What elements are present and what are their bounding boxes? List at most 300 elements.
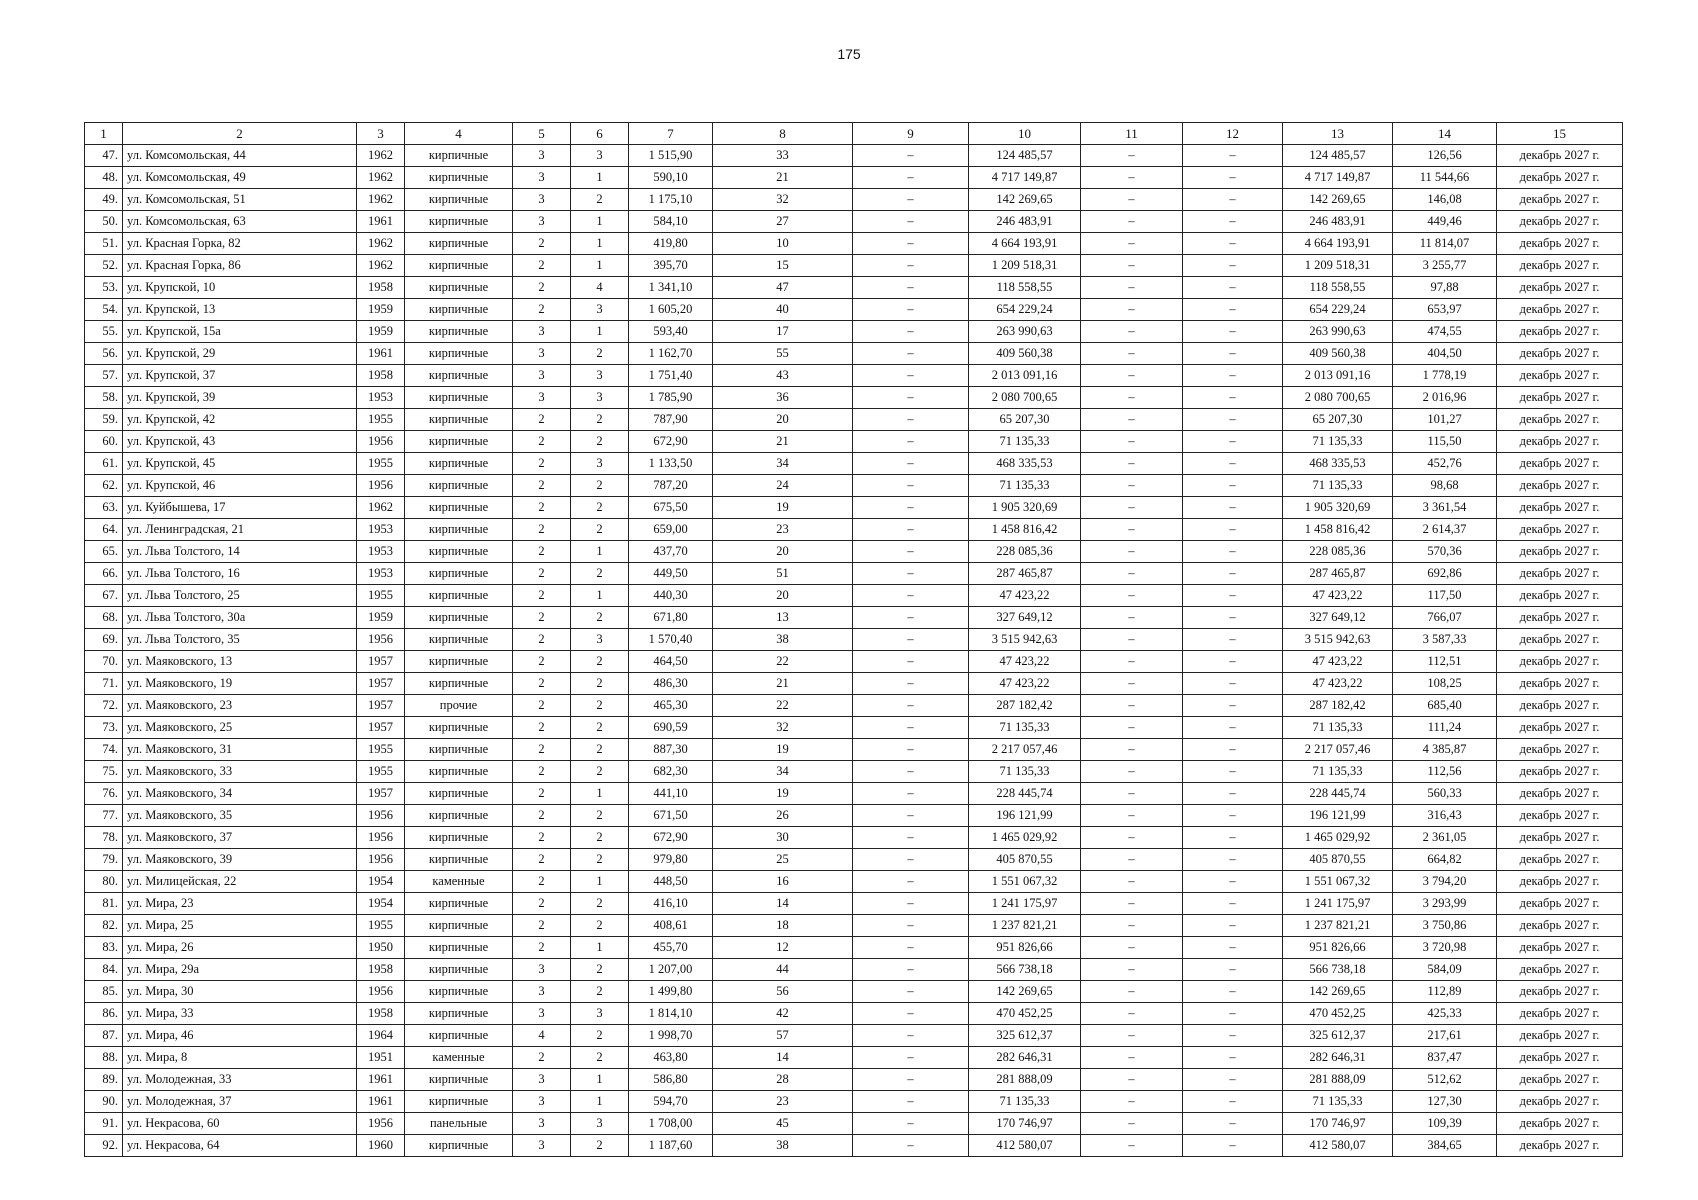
year-built-cell: 1950 [357, 937, 405, 959]
col-12-cell: – [1183, 651, 1283, 673]
col-12-cell: – [1183, 585, 1283, 607]
floors-cell: 3 [513, 1135, 571, 1157]
row-number-cell: 54. [85, 299, 123, 321]
year-built-cell: 1951 [357, 1047, 405, 1069]
floors-cell: 3 [513, 959, 571, 981]
total-area-cell: 448,50 [629, 871, 713, 893]
total-area-cell: 395,70 [629, 255, 713, 277]
year-built-cell: 1957 [357, 695, 405, 717]
col-9-cell: – [853, 937, 969, 959]
col-13-cell: 196 121,99 [1283, 805, 1393, 827]
row-number-cell: 68. [85, 607, 123, 629]
address-cell: ул. Крупской, 15а [123, 321, 357, 343]
wall-material-cell: кирпичные [405, 299, 513, 321]
col-14-cell: 127,30 [1393, 1091, 1497, 1113]
col-11-cell: – [1081, 409, 1183, 431]
col-12-cell: – [1183, 849, 1283, 871]
row-number-cell: 69. [85, 629, 123, 651]
col-14-cell: 2 614,37 [1393, 519, 1497, 541]
wall-material-cell: кирпичные [405, 761, 513, 783]
year-built-cell: 1958 [357, 959, 405, 981]
wall-material-cell: кирпичные [405, 343, 513, 365]
entrances-cell: 2 [571, 805, 629, 827]
row-number-cell: 55. [85, 321, 123, 343]
floors-cell: 2 [513, 849, 571, 871]
residents-cell: 13 [713, 607, 853, 629]
address-cell: ул. Льва Толстого, 16 [123, 563, 357, 585]
total-area-cell: 1 785,90 [629, 387, 713, 409]
col-13-cell: 409 560,38 [1283, 343, 1393, 365]
deadline-cell: декабрь 2027 г. [1497, 585, 1623, 607]
col-13-cell: 566 738,18 [1283, 959, 1393, 981]
col-9-cell: – [853, 1003, 969, 1025]
deadline-cell: декабрь 2027 г. [1497, 805, 1623, 827]
col-14-cell: 112,89 [1393, 981, 1497, 1003]
col-14-cell: 11 814,07 [1393, 233, 1497, 255]
residents-cell: 17 [713, 321, 853, 343]
deadline-cell: декабрь 2027 г. [1497, 145, 1623, 167]
housing-table [84, 122, 1623, 1157]
col-12-cell: – [1183, 233, 1283, 255]
col-14-cell: 837,47 [1393, 1047, 1497, 1069]
total-area-cell: 455,70 [629, 937, 713, 959]
col-14-cell: 3 750,86 [1393, 915, 1497, 937]
address-cell: ул. Маяковского, 23 [123, 695, 357, 717]
col-13-cell: 1 209 518,31 [1283, 255, 1393, 277]
table-row [85, 783, 1623, 805]
total-area-cell: 593,40 [629, 321, 713, 343]
entrances-cell: 1 [571, 585, 629, 607]
col-13-cell: 2 013 091,16 [1283, 365, 1393, 387]
residents-cell: 27 [713, 211, 853, 233]
col-9-cell: – [853, 717, 969, 739]
col-11-cell: – [1081, 827, 1183, 849]
table-row [85, 717, 1623, 739]
wall-material-cell: кирпичные [405, 519, 513, 541]
col-14-cell: 126,56 [1393, 145, 1497, 167]
col-12-cell: – [1183, 431, 1283, 453]
col-10-cell: 47 423,22 [969, 585, 1081, 607]
col-11-cell: – [1081, 321, 1183, 343]
col-10-cell: 65 207,30 [969, 409, 1081, 431]
col-9-cell: – [853, 167, 969, 189]
address-cell: ул. Маяковского, 13 [123, 651, 357, 673]
year-built-cell: 1956 [357, 981, 405, 1003]
residents-cell: 42 [713, 1003, 853, 1025]
col-11-cell: – [1081, 189, 1183, 211]
floors-cell: 2 [513, 409, 571, 431]
residents-cell: 14 [713, 893, 853, 915]
column-header-11: 11 [1081, 123, 1183, 145]
wall-material-cell: кирпичные [405, 585, 513, 607]
residents-cell: 34 [713, 453, 853, 475]
col-13-cell: 4 664 193,91 [1283, 233, 1393, 255]
residents-cell: 18 [713, 915, 853, 937]
entrances-cell: 3 [571, 299, 629, 321]
column-header-15: 15 [1497, 123, 1623, 145]
col-10-cell: 951 826,66 [969, 937, 1081, 959]
col-9-cell: – [853, 453, 969, 475]
floors-cell: 2 [513, 915, 571, 937]
wall-material-cell: кирпичные [405, 541, 513, 563]
entrances-cell: 3 [571, 387, 629, 409]
year-built-cell: 1961 [357, 211, 405, 233]
table-row [85, 1025, 1623, 1047]
entrances-cell: 2 [571, 343, 629, 365]
year-built-cell: 1955 [357, 915, 405, 937]
entrances-cell: 2 [571, 607, 629, 629]
col-13-cell: 1 465 029,92 [1283, 827, 1393, 849]
total-area-cell: 408,61 [629, 915, 713, 937]
total-area-cell: 690,59 [629, 717, 713, 739]
wall-material-cell: кирпичные [405, 145, 513, 167]
col-12-cell: – [1183, 805, 1283, 827]
row-number-cell: 83. [85, 937, 123, 959]
row-number-cell: 72. [85, 695, 123, 717]
col-14-cell: 11 544,66 [1393, 167, 1497, 189]
entrances-cell: 2 [571, 717, 629, 739]
wall-material-cell: кирпичные [405, 915, 513, 937]
wall-material-cell: кирпичные [405, 717, 513, 739]
deadline-cell: декабрь 2027 г. [1497, 651, 1623, 673]
col-11-cell: – [1081, 299, 1183, 321]
wall-material-cell: кирпичные [405, 321, 513, 343]
total-area-cell: 979,80 [629, 849, 713, 871]
row-number-cell: 66. [85, 563, 123, 585]
col-11-cell: – [1081, 453, 1183, 475]
col-9-cell: – [853, 277, 969, 299]
col-13-cell: 1 905 320,69 [1283, 497, 1393, 519]
year-built-cell: 1956 [357, 475, 405, 497]
table-row [85, 299, 1623, 321]
col-12-cell: – [1183, 299, 1283, 321]
col-9-cell: – [853, 761, 969, 783]
floors-cell: 2 [513, 739, 571, 761]
floors-cell: 3 [513, 981, 571, 1003]
col-10-cell: 409 560,38 [969, 343, 1081, 365]
row-number-cell: 65. [85, 541, 123, 563]
col-14-cell: 3 255,77 [1393, 255, 1497, 277]
total-area-cell: 1 162,70 [629, 343, 713, 365]
address-cell: ул. Льва Толстого, 14 [123, 541, 357, 563]
address-cell: ул. Молодежная, 33 [123, 1069, 357, 1091]
col-14-cell: 111,24 [1393, 717, 1497, 739]
col-13-cell: 2 217 057,46 [1283, 739, 1393, 761]
deadline-cell: декабрь 2027 г. [1497, 959, 1623, 981]
entrances-cell: 2 [571, 189, 629, 211]
col-12-cell: – [1183, 739, 1283, 761]
deadline-cell: декабрь 2027 г. [1497, 189, 1623, 211]
col-11-cell: – [1081, 497, 1183, 519]
col-9-cell: – [853, 255, 969, 277]
entrances-cell: 1 [571, 211, 629, 233]
col-12-cell: – [1183, 519, 1283, 541]
residents-cell: 44 [713, 959, 853, 981]
row-number-cell: 78. [85, 827, 123, 849]
total-area-cell: 672,90 [629, 431, 713, 453]
entrances-cell: 2 [571, 959, 629, 981]
year-built-cell: 1962 [357, 497, 405, 519]
table-row [85, 277, 1623, 299]
address-cell: ул. Мира, 29а [123, 959, 357, 981]
floors-cell: 2 [513, 805, 571, 827]
deadline-cell: декабрь 2027 г. [1497, 981, 1623, 1003]
deadline-cell: декабрь 2027 г. [1497, 629, 1623, 651]
entrances-cell: 1 [571, 321, 629, 343]
row-number-cell: 70. [85, 651, 123, 673]
floors-cell: 3 [513, 1113, 571, 1135]
col-11-cell: – [1081, 255, 1183, 277]
table-row [85, 365, 1623, 387]
entrances-cell: 1 [571, 541, 629, 563]
deadline-cell: декабрь 2027 г. [1497, 299, 1623, 321]
row-number-cell: 52. [85, 255, 123, 277]
col-13-cell: 71 135,33 [1283, 761, 1393, 783]
deadline-cell: декабрь 2027 г. [1497, 849, 1623, 871]
entrances-cell: 4 [571, 277, 629, 299]
col-11-cell: – [1081, 1003, 1183, 1025]
entrances-cell: 3 [571, 629, 629, 651]
floors-cell: 2 [513, 255, 571, 277]
col-14-cell: 115,50 [1393, 431, 1497, 453]
wall-material-cell: кирпичные [405, 607, 513, 629]
address-cell: ул. Льва Толстого, 30а [123, 607, 357, 629]
year-built-cell: 1955 [357, 453, 405, 475]
address-cell: ул. Молодежная, 37 [123, 1091, 357, 1113]
col-14-cell: 685,40 [1393, 695, 1497, 717]
deadline-cell: декабрь 2027 г. [1497, 1091, 1623, 1113]
address-cell: ул. Некрасова, 60 [123, 1113, 357, 1135]
total-area-cell: 1 207,00 [629, 959, 713, 981]
entrances-cell: 3 [571, 453, 629, 475]
col-10-cell: 71 135,33 [969, 717, 1081, 739]
table-row [85, 409, 1623, 431]
year-built-cell: 1953 [357, 387, 405, 409]
entrances-cell: 2 [571, 409, 629, 431]
address-cell: ул. Мира, 25 [123, 915, 357, 937]
page-number: 175 [837, 46, 861, 62]
col-11-cell: – [1081, 959, 1183, 981]
residents-cell: 33 [713, 145, 853, 167]
row-number-cell: 58. [85, 387, 123, 409]
floors-cell: 2 [513, 893, 571, 915]
row-number-cell: 80. [85, 871, 123, 893]
col-11-cell: – [1081, 849, 1183, 871]
column-header-2: 2 [123, 123, 357, 145]
table-row [85, 629, 1623, 651]
total-area-cell: 787,90 [629, 409, 713, 431]
floors-cell: 2 [513, 607, 571, 629]
col-11-cell: – [1081, 981, 1183, 1003]
wall-material-cell: кирпичные [405, 365, 513, 387]
table-row [85, 255, 1623, 277]
col-12-cell: – [1183, 1135, 1283, 1157]
col-12-cell: – [1183, 673, 1283, 695]
deadline-cell: декабрь 2027 г. [1497, 717, 1623, 739]
col-14-cell: 108,25 [1393, 673, 1497, 695]
col-11-cell: – [1081, 695, 1183, 717]
floors-cell: 2 [513, 453, 571, 475]
row-number-cell: 81. [85, 893, 123, 915]
deadline-cell: декабрь 2027 г. [1497, 1135, 1623, 1157]
total-area-cell: 1 708,00 [629, 1113, 713, 1135]
deadline-cell: декабрь 2027 г. [1497, 541, 1623, 563]
residents-cell: 21 [713, 431, 853, 453]
col-14-cell: 584,09 [1393, 959, 1497, 981]
total-area-cell: 1 133,50 [629, 453, 713, 475]
col-11-cell: – [1081, 629, 1183, 651]
wall-material-cell: кирпичные [405, 277, 513, 299]
col-10-cell: 47 423,22 [969, 673, 1081, 695]
row-number-cell: 61. [85, 453, 123, 475]
column-header-4: 4 [405, 123, 513, 145]
col-12-cell: – [1183, 1113, 1283, 1135]
col-10-cell: 228 445,74 [969, 783, 1081, 805]
col-12-cell: – [1183, 365, 1283, 387]
total-area-cell: 419,80 [629, 233, 713, 255]
residents-cell: 22 [713, 651, 853, 673]
col-10-cell: 228 085,36 [969, 541, 1081, 563]
year-built-cell: 1961 [357, 1091, 405, 1113]
wall-material-cell: каменные [405, 1047, 513, 1069]
col-10-cell: 654 229,24 [969, 299, 1081, 321]
residents-cell: 25 [713, 849, 853, 871]
floors-cell: 2 [513, 541, 571, 563]
address-cell: ул. Крупской, 39 [123, 387, 357, 409]
table-row [85, 453, 1623, 475]
year-built-cell: 1955 [357, 739, 405, 761]
year-built-cell: 1956 [357, 629, 405, 651]
table-row [85, 937, 1623, 959]
wall-material-cell: кирпичные [405, 409, 513, 431]
col-14-cell: 101,27 [1393, 409, 1497, 431]
col-10-cell: 263 990,63 [969, 321, 1081, 343]
deadline-cell: декабрь 2027 г. [1497, 1069, 1623, 1091]
address-cell: ул. Крупской, 42 [123, 409, 357, 431]
col-11-cell: – [1081, 145, 1183, 167]
col-10-cell: 412 580,07 [969, 1135, 1081, 1157]
entrances-cell: 3 [571, 365, 629, 387]
residents-cell: 23 [713, 1091, 853, 1113]
deadline-cell: декабрь 2027 г. [1497, 871, 1623, 893]
deadline-cell: декабрь 2027 г. [1497, 365, 1623, 387]
col-10-cell: 1 237 821,21 [969, 915, 1081, 937]
deadline-cell: декабрь 2027 г. [1497, 409, 1623, 431]
address-cell: ул. Маяковского, 39 [123, 849, 357, 871]
year-built-cell: 1962 [357, 167, 405, 189]
year-built-cell: 1962 [357, 233, 405, 255]
total-area-cell: 463,80 [629, 1047, 713, 1069]
deadline-cell: декабрь 2027 г. [1497, 453, 1623, 475]
deadline-cell: декабрь 2027 г. [1497, 607, 1623, 629]
col-10-cell: 118 558,55 [969, 277, 1081, 299]
wall-material-cell: кирпичные [405, 629, 513, 651]
col-12-cell: – [1183, 783, 1283, 805]
col-9-cell: – [853, 607, 969, 629]
col-10-cell: 1 209 518,31 [969, 255, 1081, 277]
col-10-cell: 405 870,55 [969, 849, 1081, 871]
col-9-cell: – [853, 805, 969, 827]
residents-cell: 20 [713, 409, 853, 431]
col-11-cell: – [1081, 761, 1183, 783]
entrances-cell: 2 [571, 563, 629, 585]
year-built-cell: 1959 [357, 299, 405, 321]
address-cell: ул. Маяковского, 33 [123, 761, 357, 783]
address-cell: ул. Крупской, 45 [123, 453, 357, 475]
col-12-cell: – [1183, 827, 1283, 849]
floors-cell: 2 [513, 673, 571, 695]
entrances-cell: 1 [571, 255, 629, 277]
table-row [85, 827, 1623, 849]
col-10-cell: 124 485,57 [969, 145, 1081, 167]
col-13-cell: 170 746,97 [1283, 1113, 1393, 1135]
wall-material-cell: кирпичные [405, 387, 513, 409]
total-area-cell: 887,30 [629, 739, 713, 761]
table-body [85, 145, 1623, 1157]
col-9-cell: – [853, 1113, 969, 1135]
col-13-cell: 951 826,66 [1283, 937, 1393, 959]
floors-cell: 3 [513, 211, 571, 233]
col-14-cell: 653,97 [1393, 299, 1497, 321]
col-9-cell: – [853, 541, 969, 563]
deadline-cell: декабрь 2027 г. [1497, 343, 1623, 365]
year-built-cell: 1964 [357, 1025, 405, 1047]
col-13-cell: 412 580,07 [1283, 1135, 1393, 1157]
col-14-cell: 384,65 [1393, 1135, 1497, 1157]
col-11-cell: – [1081, 1047, 1183, 1069]
row-number-cell: 48. [85, 167, 123, 189]
row-number-cell: 56. [85, 343, 123, 365]
residents-cell: 36 [713, 387, 853, 409]
col-13-cell: 47 423,22 [1283, 673, 1393, 695]
col-14-cell: 217,61 [1393, 1025, 1497, 1047]
col-14-cell: 664,82 [1393, 849, 1497, 871]
deadline-cell: декабрь 2027 г. [1497, 475, 1623, 497]
col-12-cell: – [1183, 497, 1283, 519]
col-14-cell: 4 385,87 [1393, 739, 1497, 761]
total-area-cell: 416,10 [629, 893, 713, 915]
total-area-cell: 1 175,10 [629, 189, 713, 211]
address-cell: ул. Комсомольская, 49 [123, 167, 357, 189]
col-9-cell: – [853, 739, 969, 761]
wall-material-cell: кирпичные [405, 651, 513, 673]
col-13-cell: 1 458 816,42 [1283, 519, 1393, 541]
residents-cell: 45 [713, 1113, 853, 1135]
col-9-cell: – [853, 1047, 969, 1069]
row-number-cell: 63. [85, 497, 123, 519]
table-row [85, 651, 1623, 673]
total-area-cell: 675,50 [629, 497, 713, 519]
col-13-cell: 1 551 067,32 [1283, 871, 1393, 893]
wall-material-cell: кирпичные [405, 1069, 513, 1091]
col-9-cell: – [853, 849, 969, 871]
wall-material-cell: кирпичные [405, 827, 513, 849]
row-number-cell: 53. [85, 277, 123, 299]
year-built-cell: 1955 [357, 409, 405, 431]
col-9-cell: – [853, 409, 969, 431]
entrances-cell: 1 [571, 233, 629, 255]
col-14-cell: 316,43 [1393, 805, 1497, 827]
address-cell: ул. Льва Толстого, 25 [123, 585, 357, 607]
table-row [85, 497, 1623, 519]
residents-cell: 14 [713, 1047, 853, 1069]
col-11-cell: – [1081, 585, 1183, 607]
wall-material-cell: кирпичные [405, 893, 513, 915]
col-13-cell: 142 269,65 [1283, 981, 1393, 1003]
entrances-cell: 1 [571, 1069, 629, 1091]
col-9-cell: – [853, 1025, 969, 1047]
deadline-cell: декабрь 2027 г. [1497, 497, 1623, 519]
